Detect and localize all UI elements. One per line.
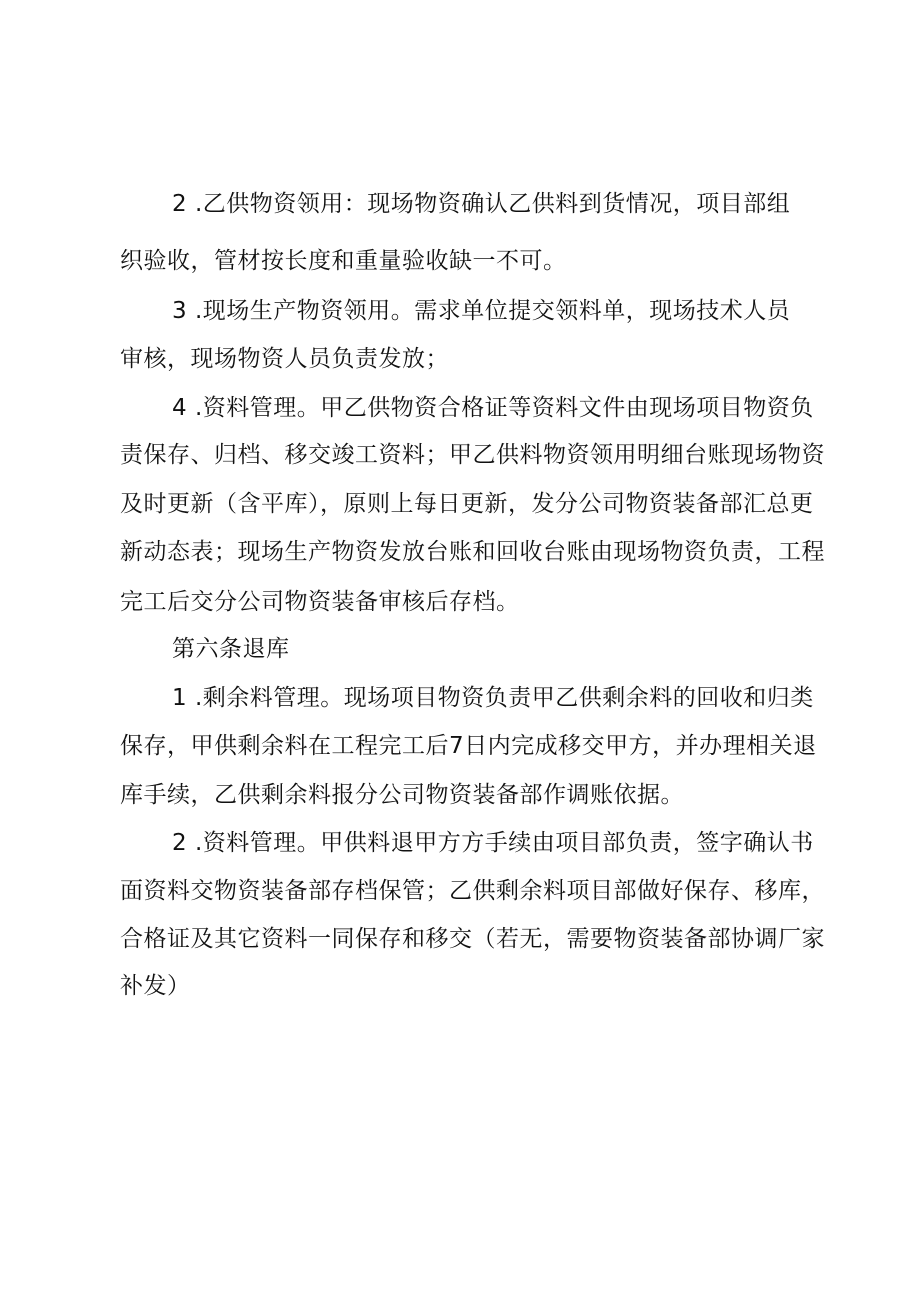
paragraph-4-line-5: 完工后交分公司物资装备审核后存档。 xyxy=(120,589,520,615)
paragraph-5-line-3: 库手续，乙供剩余料报分公司物资装备部作调账依据。 xyxy=(120,782,684,808)
paragraph-6-line-3: 合格证及其它资料一同保存和移交（若无，需要物资装备部协调厂家 xyxy=(120,926,825,952)
paragraph-4-line-3: 及时更新（含平库），原则上每日更新，发分公司物资装备部汇总更 xyxy=(120,491,814,517)
section-heading: 第六条退库 xyxy=(172,636,290,662)
paragraph-4-line-2: 责保存、归档、移交竣工资料；甲乙供料物资领用明细台账现场物资 xyxy=(120,442,825,468)
paragraph-6-line-4: 补发） xyxy=(120,973,191,999)
paragraph-2-line-2: 织验收，管材按长度和重量验收缺一不可。 xyxy=(120,248,567,274)
paragraph-4-line-4: 新动态表；现场生产物资发放台账和回收台账由现场物资负责，工程 xyxy=(120,539,825,565)
paragraph-2-line-1: 2 .乙供物资领用：现场物资确认乙供料到货情况，项目部组 xyxy=(172,191,791,217)
paragraph-3-line-2: 审核，现场物资人员负责发放； xyxy=(120,346,449,372)
paragraph-4-line-1: 4 .资料管理。甲乙供物资合格证等资料文件由现场项目物资负 xyxy=(172,395,814,421)
paragraph-6-line-1: 2 .资料管理。甲供料退甲方方手续由项目部负责，签字确认书 xyxy=(172,830,814,856)
paragraph-6-line-2: 面资料交物资装备部存档保管；乙供剩余料项目部做好保存、移库， xyxy=(120,878,825,904)
paragraph-5-line-2: 保存，甲供剩余料在工程完工后7日内完成移交甲方，并办理相关退 xyxy=(120,733,817,759)
paragraph-3-line-1: 3 .现场生产物资领用。需求单位提交领料单，现场技术人员 xyxy=(172,298,791,324)
paragraph-5-line-1: 1 .剩余料管理。现场项目物资负责甲乙供剩余料的回收和归类 xyxy=(172,685,814,711)
